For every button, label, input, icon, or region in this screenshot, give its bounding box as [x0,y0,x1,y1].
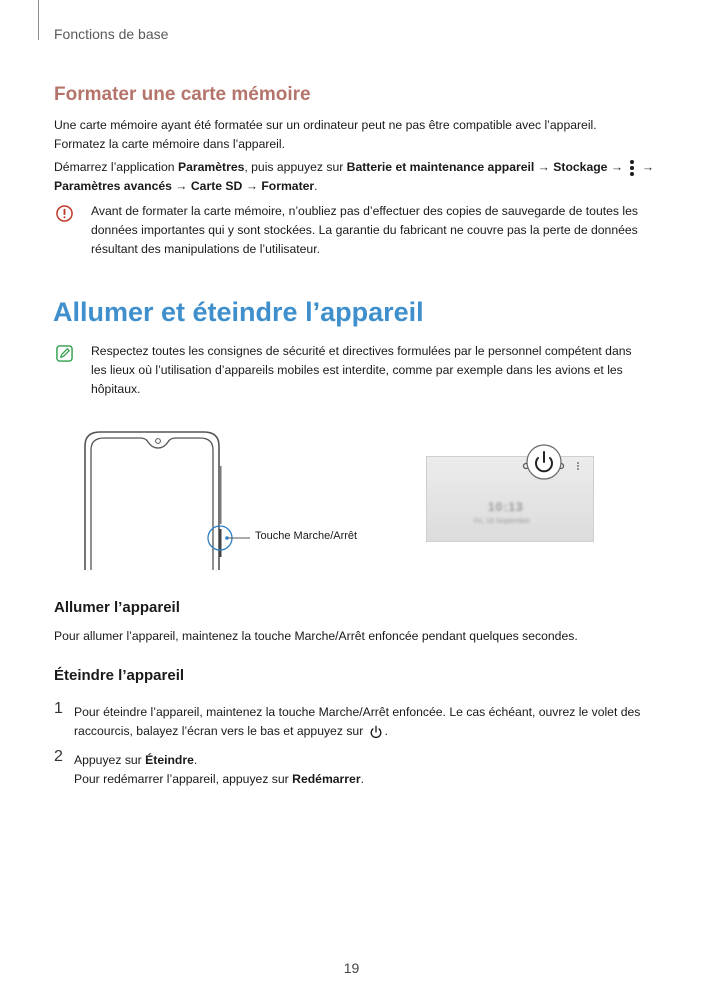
instr-text: . [314,179,318,193]
step-2-text [74,751,654,789]
instr-format-label: Formater [261,179,315,193]
instr-arrow: → [534,160,554,174]
note-line: les lieux où l’utilisation d’appareils mobiles est interdite, comme par exemple dans les avions et les [91,363,623,377]
instr-arrow: → [638,160,655,174]
lock-screen-time: 10:13 [488,500,524,514]
instr-battery-label: Batterie et maintenance appareil [346,160,535,174]
format-section-title: Formater une carte mémoire [54,84,311,105]
note-icon [56,345,73,362]
more-options-icon [628,159,636,177]
step-2-text-c: Pour redémarrer l’appareil, appuyez sur [74,772,293,786]
margin-rule [38,0,39,40]
step-2-text-a: Appuyez sur [74,753,146,767]
caution-text [91,202,651,259]
power-key-callout: Touche Marche/Arrêt [255,530,358,542]
instr-text: , puis appuyez sur [244,160,347,174]
turn-on-text: Pour allumer l’appareil, maintenez la touche Marche/Arrêt enfoncée pendant quelques secondes. [54,629,578,643]
power-section-title: Allumer et éteindre l’appareil [53,297,424,327]
note-text [91,342,651,399]
instr-arrow: → [242,179,262,193]
step-number: 2 [54,748,63,765]
step-2-text-b: . [193,753,198,767]
restart-label: Redémarrer [292,772,361,786]
instr-settings-label: Paramètres [177,160,245,174]
instr-storage-label: Stockage [553,160,608,174]
note-line: hôpitaux. [91,382,141,396]
caution-line: résultant des manipulations de l’utilisateur. [91,242,320,256]
step-1-text-a: raccourcis, balayez l’écran vers le bas et appuyez sur [74,724,367,738]
power-icon [369,725,383,739]
instr-arrow: → [171,179,191,193]
phone-illustration [80,428,260,570]
instr-advanced-label: Paramètres avancés [54,179,172,193]
lock-screen-date: Fri, 18 September [474,518,531,525]
format-instruction-line1 [54,158,654,177]
step-2-line1 [74,751,654,770]
page-number: 19 [343,960,360,976]
turn-off-label: Éteindre [145,753,194,767]
step-2-text-d: . [360,772,364,786]
caution-line: Avant de formater la carte mémoire, n’oubliez pas d’effectuer des copies de sauvegarde de toutes les [91,204,638,218]
instr-text: Démarrez l’application [54,160,178,174]
chapter-header: Fonctions de base [54,26,169,42]
format-paragraph-line1: Une carte mémoire ayant été formatée sur un ordinateur peut ne pas être compatible avec l’appareil. [54,118,597,132]
format-paragraph-line2: Formatez la carte mémoire dans l’appareil. [54,137,285,151]
step-1-text-b: . [384,724,389,738]
turn-on-title: Allumer l’appareil [54,599,180,616]
instr-arrow: → [607,160,627,174]
format-instruction-line2 [54,177,318,196]
step-1-line1: Pour éteindre l’appareil, maintenez la touche Marche/Arrêt enfoncée. Le cas échéant, ouvrez le volet des [74,705,641,719]
step-2-line2 [74,770,654,789]
caution-icon [56,205,73,222]
step-number: 1 [54,700,63,717]
note-line: Respectez toutes les consignes de sécurité et directives formulées par le personnel compétent dans [91,344,632,358]
step-1-text [74,703,654,741]
quick-panel-icons [518,436,584,486]
instr-sdcard-label: Carte SD [190,179,243,193]
turn-off-title: Éteindre l’appareil [54,667,185,684]
caution-line: données importantes qui y sont stockées. La garantie du fabricant ne couvre pas la perte de données [91,223,638,237]
step-1-line2 [74,722,654,741]
